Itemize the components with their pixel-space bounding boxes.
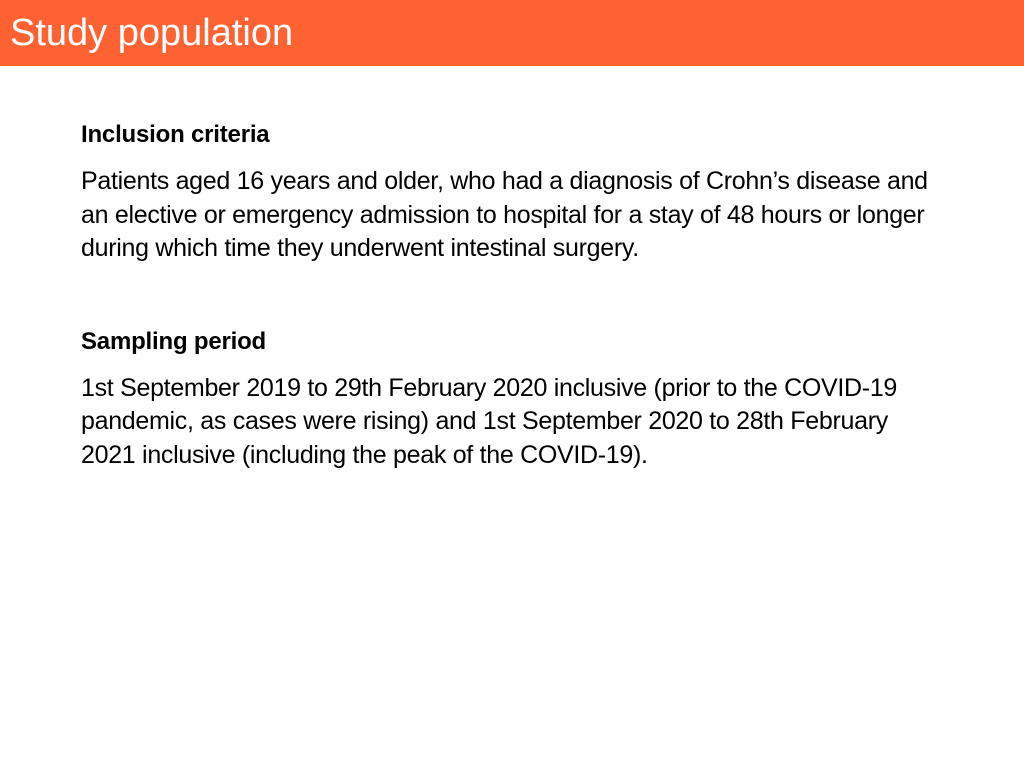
slide-content: [81, 118, 941, 472]
inclusion-criteria-section: [81, 118, 941, 266]
sampling-period-heading: Sampling period: [81, 327, 267, 355]
sampling-period-section: [81, 325, 941, 473]
sampling-period-text: 1st September 2019 to 29th February 2020 inclusive (prior to the COVID-19 pandemic, as cases were rising) and 1st September 2020 to 28th February 2021 inclusive (including the peak of the COVID-19).: [81, 373, 898, 469]
inclusion-criteria-text: Patients aged 16 years and older, who had a diagnosis of Crohn’s disease and an elective or emergency admission to hospital for a stay of 48 hours or longer during which time they underwent intestinal surgery.: [81, 167, 928, 262]
title-bar: [0, 0, 1024, 66]
inclusion-criteria-heading: Inclusion criteria: [81, 121, 270, 148]
slide-title: Study population: [10, 12, 294, 54]
